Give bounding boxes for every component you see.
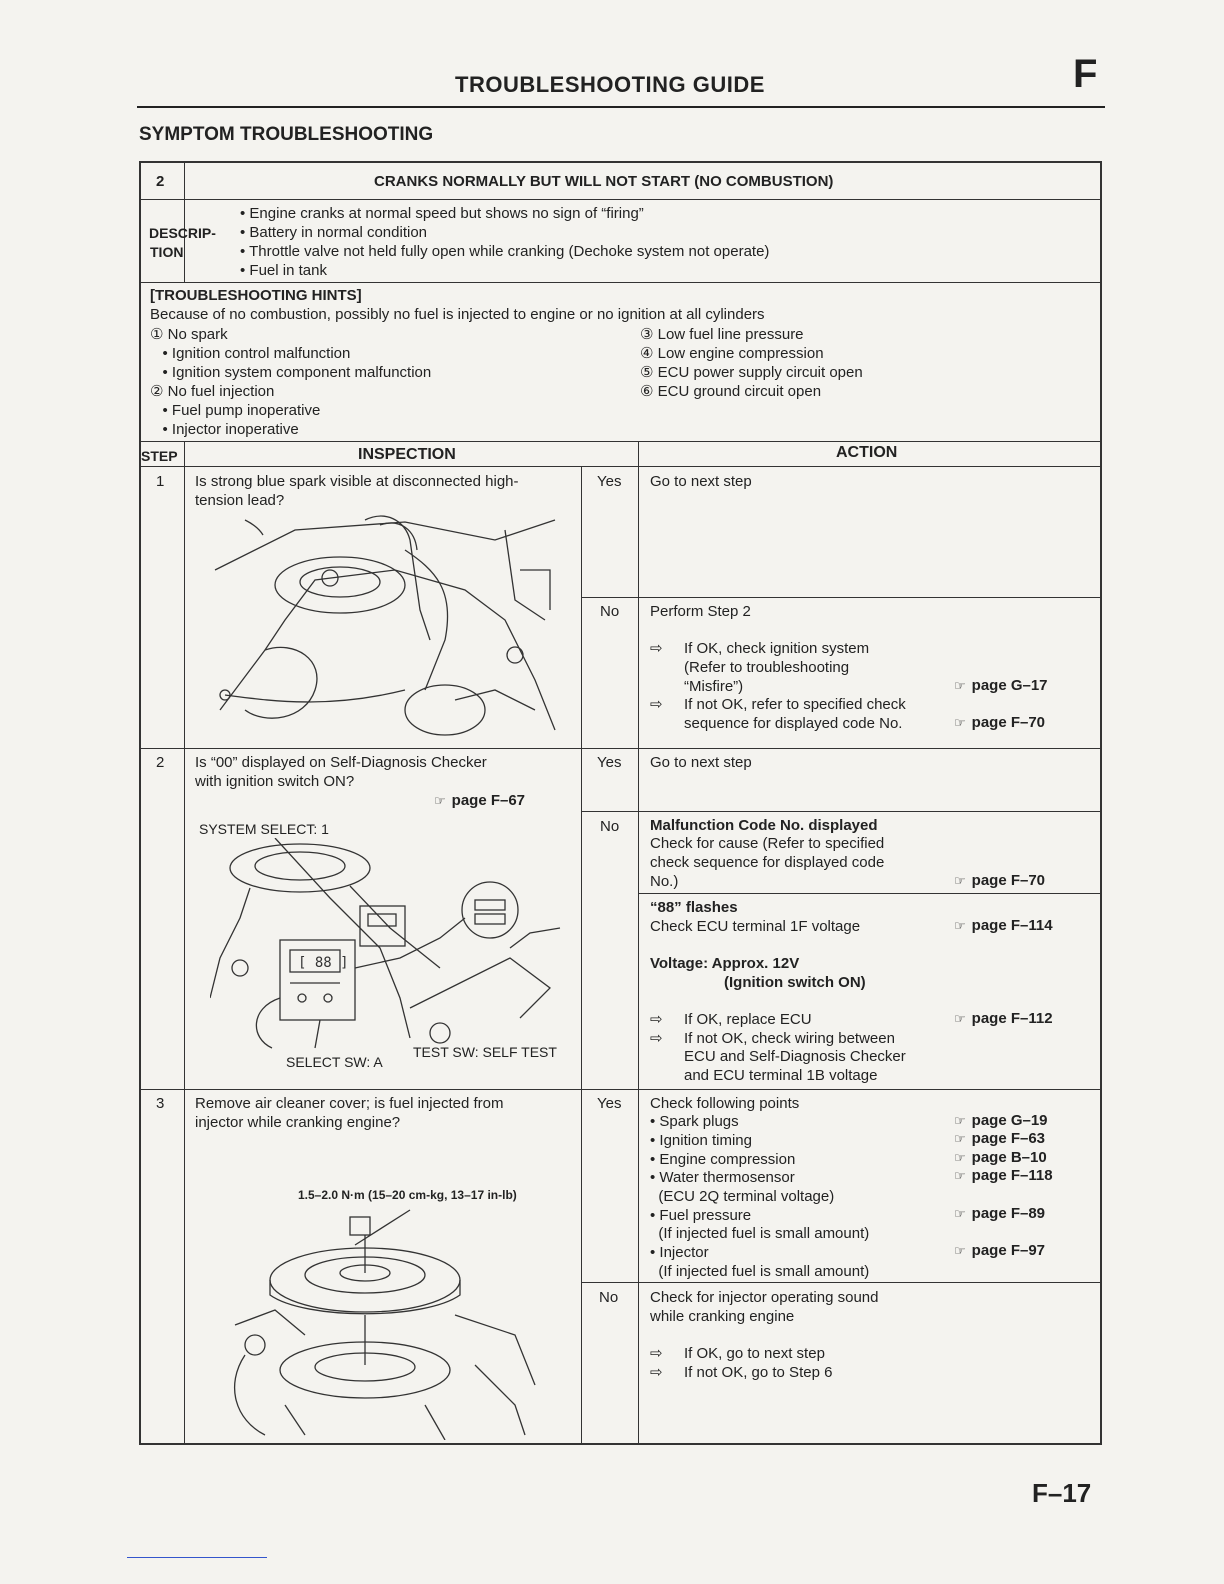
table-border-left [139, 161, 141, 1445]
pointer-icon: ☞ [954, 1243, 966, 1258]
action-line: Check for injector operating sound [650, 1289, 879, 1306]
arrow-icon: ⇨ [650, 640, 663, 657]
check-item: • Ignition timing [650, 1132, 752, 1149]
check-item: • Engine compression [650, 1151, 796, 1168]
column-header-inspection: INSPECTION [358, 446, 456, 463]
flash-title: “88” flashes [650, 899, 738, 916]
svg-text:[ 88 ]: [ 88 ] [298, 955, 349, 971]
action-line: (Refer to troubleshooting [684, 659, 850, 676]
hint-item: ④ Low engine compression [640, 345, 824, 362]
pointer-icon: ☞ [954, 918, 966, 933]
action-line: ⇨ If not OK, check wiring between [650, 1030, 895, 1047]
action-line: ⇨ If OK, check ignition system [650, 640, 870, 657]
check-item: • Fuel pressure [650, 1207, 752, 1224]
footer-link-line [127, 1557, 267, 1558]
column-header-action: ACTION [836, 444, 898, 461]
action-line: ECU and Self-Diagnosis Checker [684, 1048, 906, 1065]
symptom-title: CRANKS NORMALLY BUT WILL NOT START (NO COMBUSTION) [374, 173, 834, 190]
action-line: check sequence for displayed code [650, 854, 885, 871]
arrow-icon: ⇨ [650, 1364, 663, 1381]
action-line: while cranking engine [650, 1308, 795, 1325]
figure-label: TEST SW: SELF TEST [413, 1044, 557, 1060]
malfunction-title: Malfunction Code No. displayed [650, 817, 878, 834]
page-reference: ☞ page F–112 [954, 1010, 1053, 1027]
check-item: • Water thermosensor [650, 1169, 795, 1186]
divider [581, 1282, 1102, 1283]
action-line: and ECU terminal 1B voltage [684, 1067, 878, 1084]
hint-item: ⑥ ECU ground circuit open [640, 383, 822, 400]
inspection-text: Is strong blue spark visible at disconnected high- [195, 473, 519, 490]
hint-item: • Ignition system component malfunction [150, 364, 432, 381]
divider [139, 1089, 1102, 1090]
title-rule [137, 106, 1105, 108]
description-item: • Battery in normal condition [240, 224, 428, 241]
arrow-icon: ⇨ [650, 1030, 663, 1047]
pointer-icon: ☞ [954, 1131, 966, 1146]
column-header-step: STEP [141, 448, 178, 464]
action-text: Go to next step [650, 473, 752, 490]
self-diagnosis-checker-illustration [210, 838, 570, 1053]
inspection-text: with ignition switch ON? [195, 773, 355, 790]
check-item: (If injected fuel is small amount) [650, 1263, 870, 1280]
hint-item: • Fuel pump inoperative [150, 402, 321, 419]
action-text: Check following points [650, 1095, 800, 1112]
inspection-text: tension lead? [195, 492, 285, 509]
air-cleaner-illustration [215, 1205, 545, 1440]
yes-label: Yes [597, 754, 622, 771]
pointer-icon: ☞ [954, 715, 966, 730]
table-border-bottom [139, 1443, 1102, 1445]
action-line: Check ECU terminal 1F voltage [650, 918, 861, 935]
pointer-icon: ☞ [954, 678, 966, 693]
description-item: • Throttle valve not held fully open while cranking (Dechoke system not operate) [240, 243, 770, 260]
divider [184, 441, 185, 1444]
step-number: 2 [156, 754, 165, 771]
check-item: (ECU 2Q terminal voltage) [650, 1188, 835, 1205]
hints-intro: Because of no combustion, possibly no fuel is injected to engine or no ignition at all cylinders [150, 306, 765, 323]
divider [139, 441, 1102, 442]
step-number: 3 [156, 1095, 165, 1112]
action-line: ⇨ If not OK, go to Step 6 [650, 1364, 833, 1381]
action-line: No.) [650, 873, 679, 890]
arrow-icon: ⇨ [650, 696, 663, 713]
arrow-icon: ⇨ [650, 1011, 663, 1028]
divider [581, 597, 1102, 598]
check-item: • Spark plugs [650, 1113, 739, 1130]
table-border-right [1100, 161, 1102, 1445]
page-reference: ☞ page F–67 [434, 792, 526, 809]
divider [581, 811, 1102, 812]
spark-test-illustration [205, 510, 575, 742]
page-reference: ☞ page F–118 [954, 1167, 1053, 1184]
hint-item: • Injector inoperative [150, 421, 299, 438]
page-reference: ☞ page F–70 [954, 714, 1046, 731]
pointer-icon: ☞ [954, 1150, 966, 1165]
divider [139, 748, 1102, 749]
voltage-spec: (Ignition switch ON) [724, 974, 866, 991]
description-item: • Fuel in tank [240, 262, 327, 279]
divider [581, 466, 582, 1444]
divider [638, 441, 639, 1444]
page-number: F–17 [1032, 1478, 1092, 1508]
action-text: Perform Step 2 [650, 603, 751, 620]
action-line: Check for cause (Refer to specified [650, 835, 885, 852]
hints-heading: [TROUBLESHOOTING HINTS] [150, 287, 362, 304]
description-item: • Engine cranks at normal speed but shows no sign of “firing” [240, 205, 644, 222]
step-number: 1 [156, 473, 165, 490]
figure-label: SYSTEM SELECT: 1 [199, 821, 329, 837]
page-reference: ☞ page F–97 [954, 1242, 1046, 1259]
pointer-icon: ☞ [954, 1206, 966, 1221]
action-line: sequence for displayed code No. [684, 715, 903, 732]
page-reference: ☞ page G–19 [954, 1112, 1048, 1129]
action-text: Go to next step [650, 754, 752, 771]
pointer-icon: ☞ [954, 1113, 966, 1128]
no-label: No [600, 818, 620, 835]
inspection-text: injector while cranking engine? [195, 1114, 401, 1131]
description-label: TION [150, 244, 184, 260]
divider [139, 466, 1102, 467]
inspection-text: Remove air cleaner cover; is fuel injected from [195, 1095, 504, 1112]
hint-item: ③ Low fuel line pressure [640, 326, 804, 343]
page-reference: ☞ page F–70 [954, 872, 1046, 889]
arrow-icon: ⇨ [650, 1345, 663, 1362]
no-label: No [599, 1289, 619, 1306]
check-item: • Injector [650, 1244, 709, 1261]
section-letter: F [1073, 52, 1098, 96]
figure-label: SELECT SW: A [286, 1054, 383, 1070]
hint-item: ① No spark [150, 326, 228, 343]
hint-item: ⑤ ECU power supply circuit open [640, 364, 863, 381]
check-item: (If injected fuel is small amount) [650, 1225, 870, 1242]
divider [139, 199, 1102, 200]
table-border-top [139, 161, 1102, 163]
page-reference: ☞ page F–63 [954, 1130, 1046, 1147]
pointer-icon: ☞ [954, 1168, 966, 1183]
yes-label: Yes [597, 1095, 622, 1112]
no-label: No [600, 603, 620, 620]
page-reference: ☞ page F–114 [954, 917, 1053, 934]
hint-item: ② No fuel injection [150, 383, 275, 400]
page-title: TROUBLESHOOTING GUIDE [455, 72, 765, 97]
action-line: “Misfire”) [684, 678, 744, 695]
voltage-spec: Voltage: Approx. 12V [650, 955, 800, 972]
pointer-icon: ☞ [954, 873, 966, 888]
action-line: ⇨ If not OK, refer to specified check [650, 696, 906, 713]
page-reference: ☞ page B–10 [954, 1149, 1047, 1166]
divider [638, 893, 1102, 894]
divider [139, 282, 1102, 283]
torque-spec: 1.5–2.0 N·m (15–20 cm-kg, 13–17 in-lb) [298, 1188, 517, 1202]
page-reference: ☞ page G–17 [954, 677, 1048, 694]
hint-item: • Ignition control malfunction [150, 345, 351, 362]
divider [184, 161, 185, 282]
inspection-text: Is “00” displayed on Self-Diagnosis Checker [195, 754, 487, 771]
section-title: SYMPTOM TROUBLESHOOTING [139, 124, 434, 145]
description-label: DESCRIP- [149, 225, 216, 241]
yes-label: Yes [597, 473, 622, 490]
pointer-icon: ☞ [434, 793, 446, 808]
pointer-icon: ☞ [954, 1011, 966, 1026]
action-line: ⇨ If OK, replace ECU [650, 1011, 812, 1028]
action-line: ⇨ If OK, go to next step [650, 1345, 825, 1362]
page-reference: ☞ page F–89 [954, 1205, 1046, 1222]
symptom-number: 2 [156, 173, 165, 190]
